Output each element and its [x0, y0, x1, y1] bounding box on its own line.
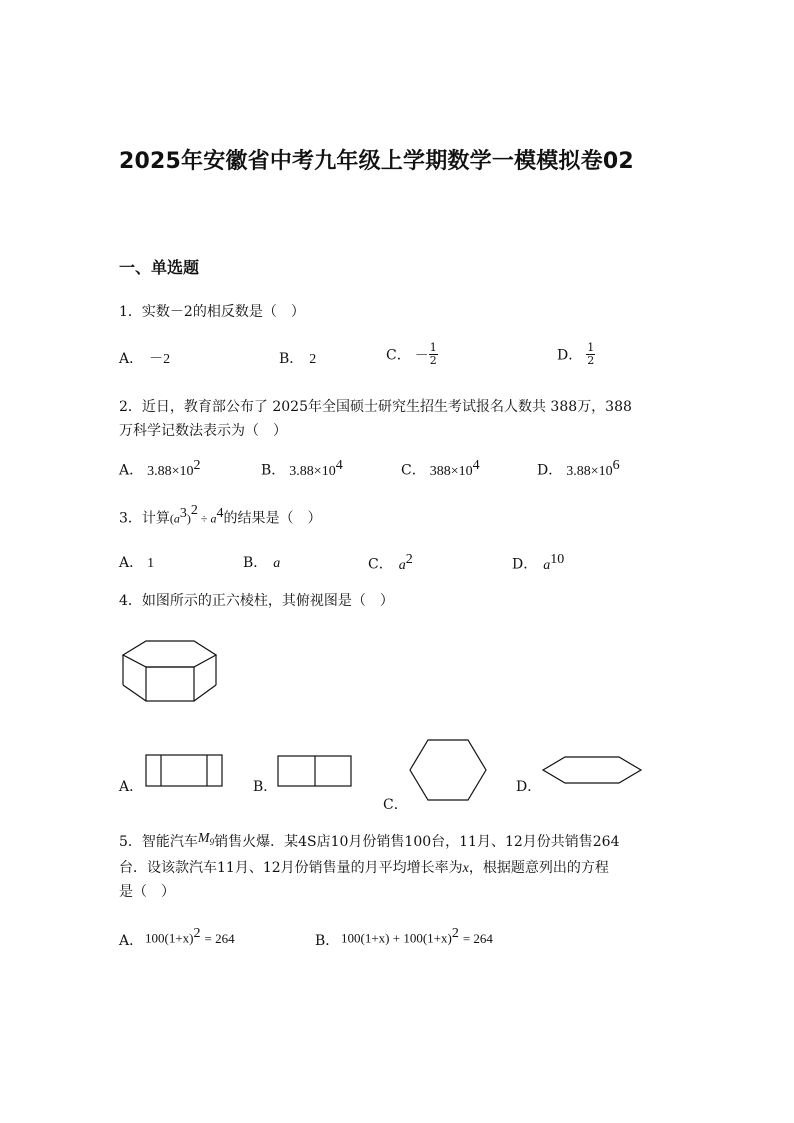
option-label: A． — [119, 462, 144, 479]
option-label: C． — [401, 462, 426, 479]
question-5-stem-line1 — [119, 831, 619, 851]
question-4-stem: 4．如图所示的正六棱柱，其俯视图是（ ） — [119, 593, 394, 609]
option-label: A． — [119, 933, 144, 949]
q5-option-b-expr — [341, 926, 493, 947]
option-value: a — [273, 556, 281, 571]
equation-rhs: = 264 — [462, 930, 493, 946]
q4-option-b-figure — [277, 754, 353, 788]
exponent: 4 — [335, 458, 343, 473]
expr-divide: ÷ — [197, 511, 211, 526]
exponent: 10 — [550, 552, 565, 567]
question-3-stem — [119, 503, 322, 528]
option-value: －2 — [149, 352, 171, 367]
car-model-number: 9 — [209, 837, 215, 847]
q3-option-a — [119, 552, 154, 572]
option-value: a — [543, 557, 551, 573]
equation-lhs: 100(1+x) + 100(1+x) — [341, 930, 452, 946]
car-model-letter: M — [197, 831, 210, 846]
q3-option-b — [243, 552, 280, 572]
expr-base: a — [173, 511, 180, 526]
fraction-denominator: 2 — [429, 354, 437, 367]
q5-option-a — [119, 930, 143, 950]
fraction-denominator: 2 — [587, 354, 595, 367]
q5-option-b — [315, 930, 339, 950]
equation-rhs: = 264 — [204, 930, 235, 946]
q1-option-b — [279, 348, 316, 368]
option-value: 2 — [309, 352, 317, 367]
q4-option-d-label: D． — [516, 779, 542, 795]
q3-option-c — [368, 552, 413, 574]
stem-prefix: 3．计算 — [119, 510, 170, 527]
q2-option-a — [119, 458, 201, 480]
hexagonal-prism-figure — [118, 635, 222, 705]
option-value: 3.88×10 — [289, 463, 336, 479]
option-label: D． — [512, 556, 538, 573]
q1-option-d — [557, 342, 595, 367]
stem-suffix: 的结果是（ ） — [223, 510, 322, 527]
q1-option-c — [386, 342, 438, 367]
question-2-stem-line1: 2．近日，教育部公布了 2025年全国硕士研究生招生考试报名人数共 388万，388 — [119, 399, 632, 415]
section-heading: 一、单选题 — [119, 258, 200, 277]
expr-inner-exponent: 3 — [179, 506, 187, 521]
option-value: 3.88×10 — [147, 463, 194, 479]
option-value: a — [398, 557, 406, 573]
equation-lhs: 100(1+x) — [145, 930, 194, 946]
variable-x: x — [462, 861, 469, 876]
option-value: 388×10 — [429, 463, 473, 479]
option-label: B． — [315, 933, 340, 949]
option-label: D． — [537, 462, 563, 479]
stem-line1-suffix: 销售火爆．某4S店10月份销售100台，11月、12月份共销售264 — [214, 834, 620, 850]
option-label: B． — [261, 462, 286, 479]
expr-outer-exponent: 2 — [190, 503, 198, 518]
option-value: 1 — [147, 556, 155, 571]
fraction-numerator: 1 — [429, 341, 437, 354]
q4-option-c-label: C． — [383, 797, 408, 813]
option-label: A． — [119, 351, 144, 367]
fraction — [429, 342, 438, 367]
q4-option-a-label: A． — [119, 779, 144, 795]
expr-exponent-2: 4 — [216, 506, 224, 521]
option-label: C． — [386, 347, 411, 364]
page-title: 2025年安徽省中考九年级上学期数学一模模拟卷02 — [119, 149, 634, 174]
option-label: A． — [119, 555, 144, 571]
stem-prefix: 5．智能汽车 — [119, 834, 198, 850]
stem-line2-text: 台．设该款汽车11月、12月份销售量的月平均增长率为 — [119, 860, 463, 876]
fraction-sign: － — [414, 348, 429, 364]
question-5-stem-line2 — [119, 857, 609, 877]
q1-option-a — [119, 348, 170, 368]
q2-option-c — [401, 458, 480, 480]
stem-line2-suffix: ，根据题意列出的方程 — [468, 860, 609, 876]
option-label: B． — [243, 555, 268, 571]
q5-option-a-expr — [145, 926, 235, 947]
exponent: 4 — [472, 458, 480, 473]
q2-option-b — [261, 458, 343, 480]
option-label: B． — [279, 351, 304, 367]
question-1-stem: 1．实数－2的相反数是（ ） — [119, 304, 305, 320]
q4-option-b-label: B． — [253, 779, 278, 795]
expr-open-paren: ( — [169, 511, 174, 526]
exponent: 2 — [405, 552, 413, 567]
exponent: 6 — [612, 458, 620, 473]
fraction — [586, 342, 595, 367]
option-label: D． — [557, 347, 583, 364]
q2-option-d — [537, 458, 620, 480]
q4-option-a-figure — [145, 753, 225, 789]
option-label: C． — [368, 556, 393, 573]
exponent: 2 — [193, 458, 201, 473]
exponent: 2 — [193, 926, 201, 941]
q3-option-d — [512, 552, 564, 574]
fraction-numerator: 1 — [587, 341, 595, 354]
expr-close-paren: ) — [186, 511, 191, 526]
exponent: 2 — [451, 926, 459, 941]
option-value: 3.88×10 — [566, 463, 613, 479]
question-5-stem-line3: 是（ ） — [119, 884, 175, 900]
expr-base-2: a — [210, 511, 217, 526]
q4-option-c-figure — [408, 738, 488, 804]
question-2-stem-line2: 万科学记数法表示为（ ） — [119, 423, 287, 439]
q4-option-d-figure — [541, 755, 645, 787]
